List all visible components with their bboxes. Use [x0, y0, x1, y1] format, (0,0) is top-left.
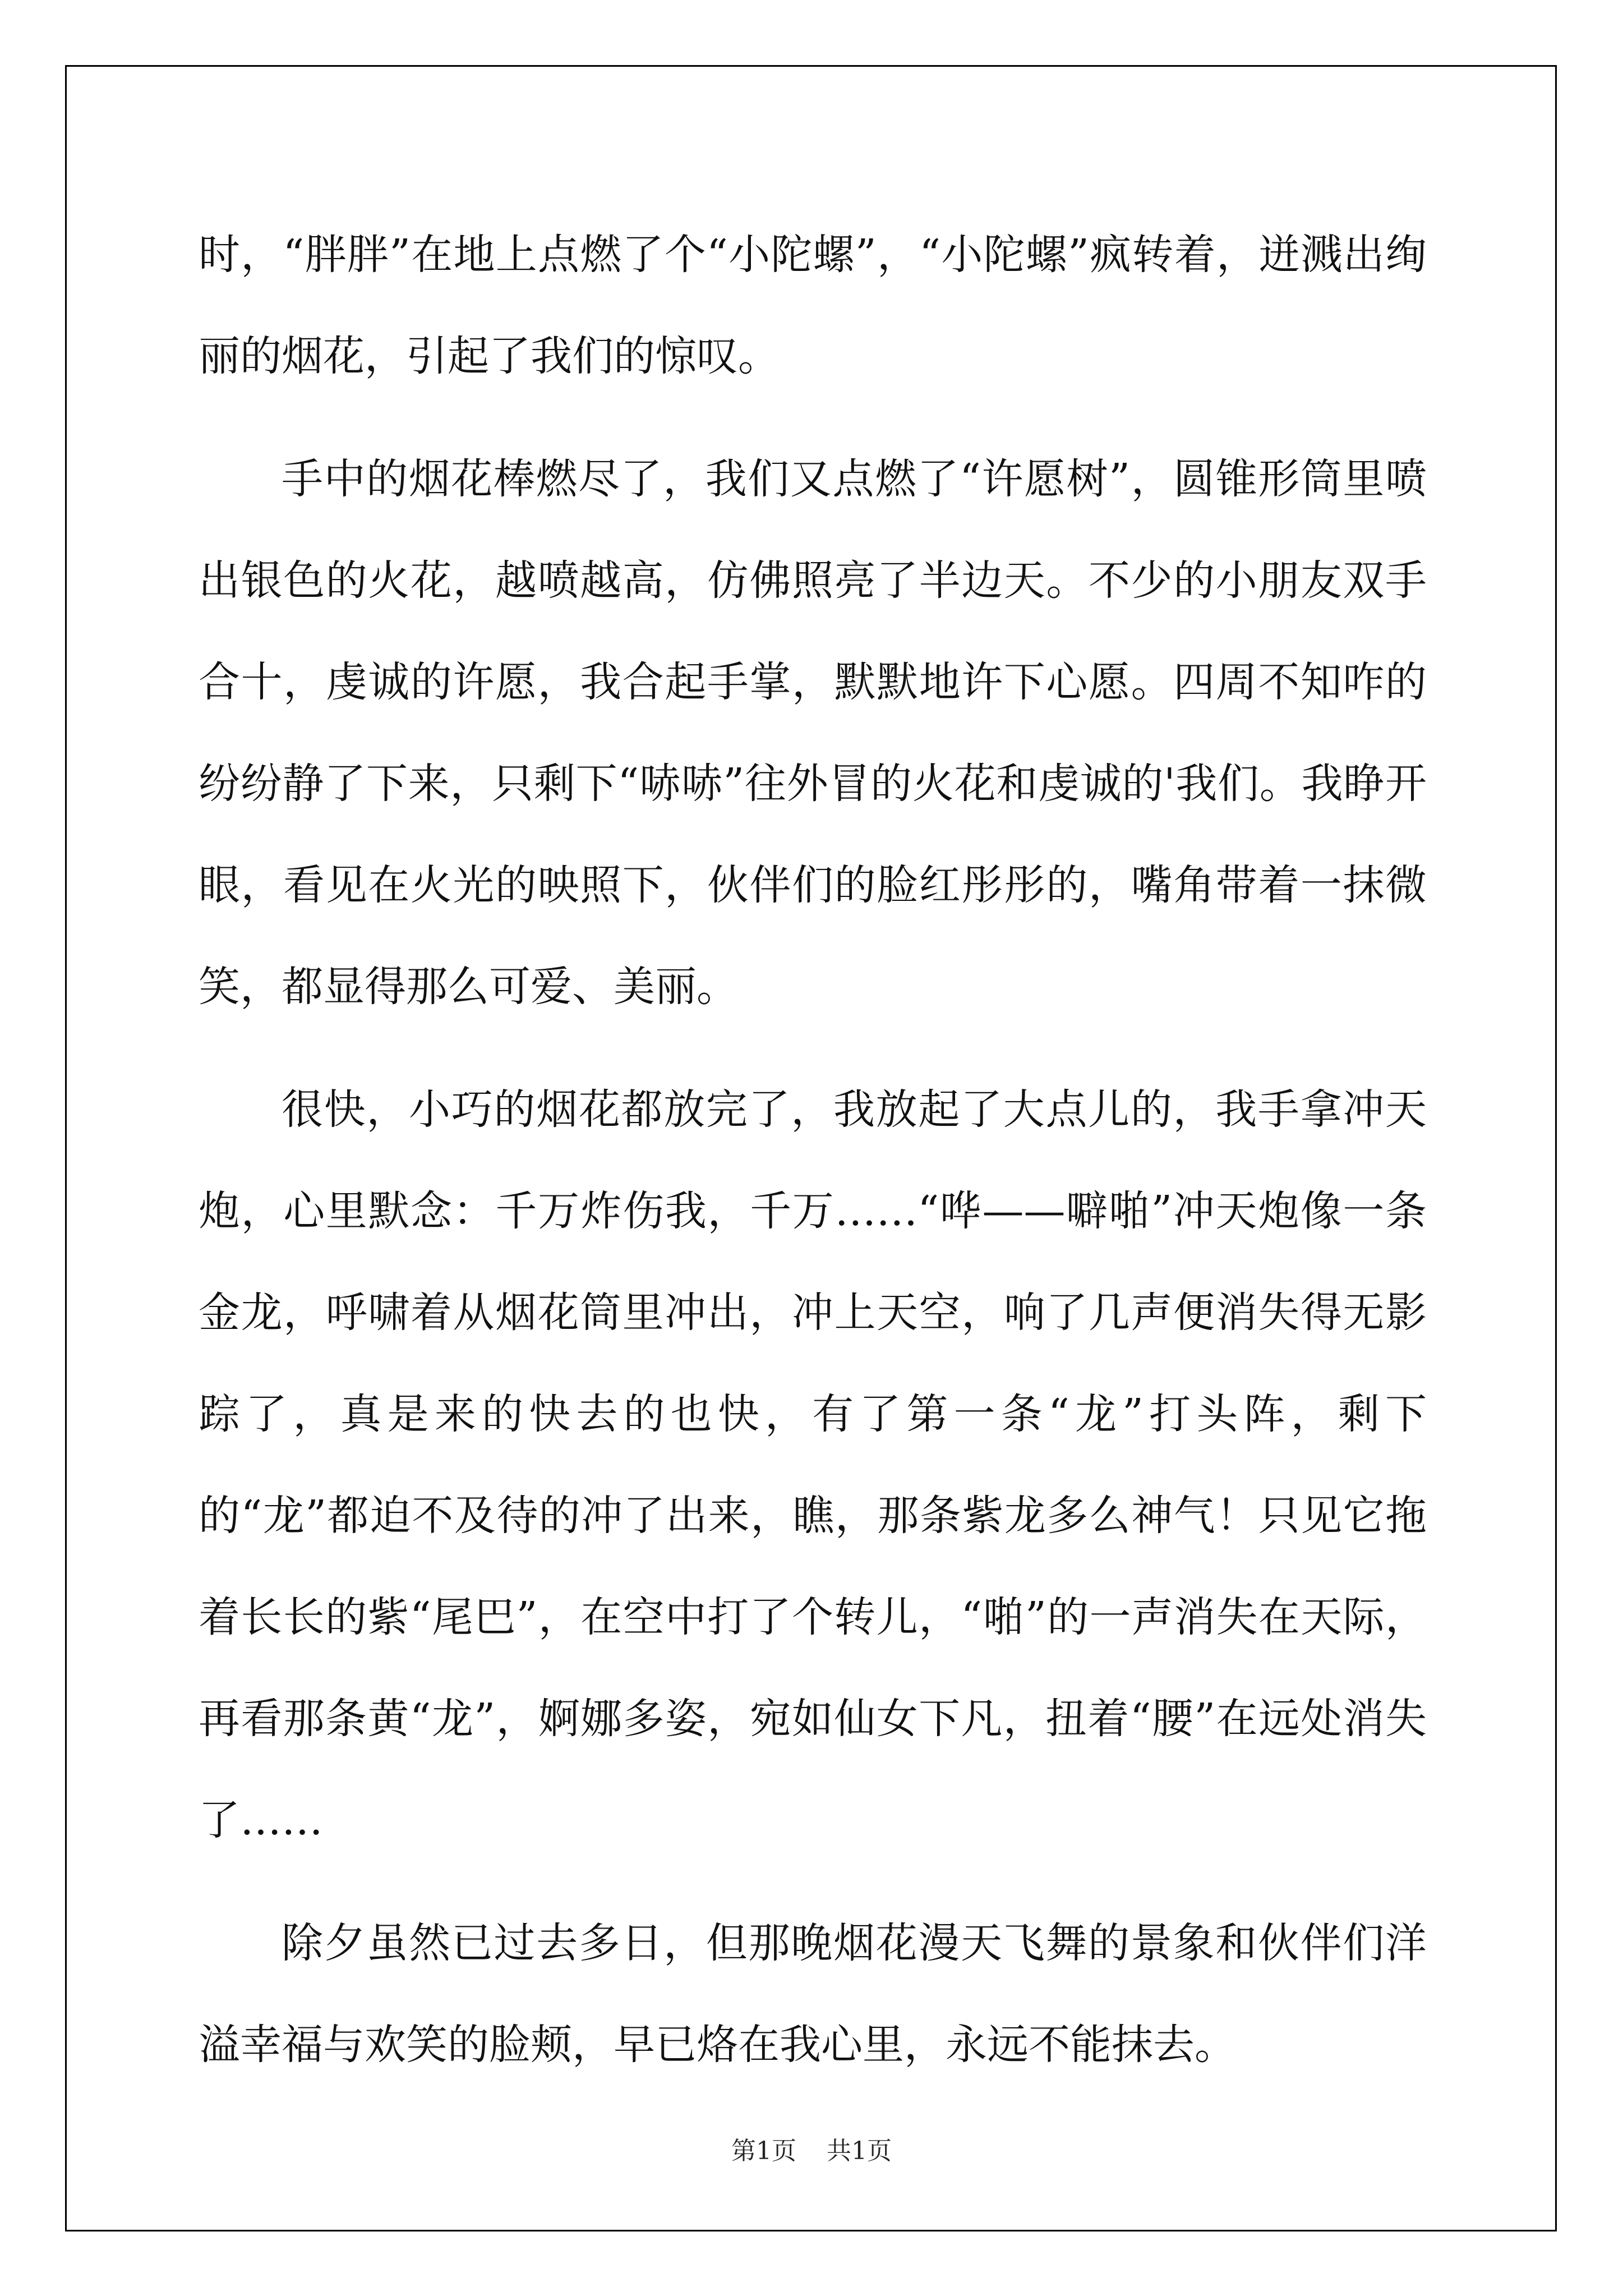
page-number: 第1页 — [731, 2137, 796, 2165]
paragraph-4: 除夕虽然已过去多日，但那晚烟花漫天飞舞的景象和伙伴们洋溢幸福与欢笑的脸颊，早已烙在我心里，永远不能抹去。 — [199, 1919, 1427, 2069]
paragraph-1: 时，“胖胖”在地上点燃了个“小陀螺”，“小陀螺”疯转着，迸溅出绚丽的烟花，引起了我们的惊叹。 — [199, 231, 1427, 380]
page-count: 共1页 — [827, 2137, 892, 2165]
document-body — [199, 204, 1427, 2117]
paragraph-2: 手中的烟花棒燃尽了，我们又点燃了“许愿树”，圆锥形筒里喷出银色的火花，越喷越高，仿佛照亮了半边天。不少的小朋友双手合十，虔诚的许愿，我合起手掌，默默地许下心愿。四周不知咋的纷纷静了下来，只剩下“哧哧”往外冒的火花和虔诚的'我们。我睁开眼，看见在火光的映照下，伙伴们的脸红彤彤的，嘴角带着一抹微笑，都显得那么可爱、美丽。 — [199, 455, 1427, 1011]
paragraph-3: 很快，小巧的烟花都放完了，我放起了大点儿的，我手拿冲天炮，心里默念：千万炸伤我，千万……“哗——噼啪”冲天炮像一条金龙，呼啸着从烟花筒里冲出，冲上天空，响了几声便消失得无影踪了，真是来的快去的也快，有了第一条“龙”打头阵，剩下的“龙”都迫不及待的冲了出来，瞧，那条紫龙多么神气！只见它拖着长长的紫“尾巴”，在空中打了个转儿，“啪”的一声消失在天际，再看那条黄“龙”，婀娜多姿，宛如仙女下凡，扭着“腰”在远处消失了…… — [199, 1085, 1427, 1844]
page-footer — [0, 2131, 1623, 2166]
